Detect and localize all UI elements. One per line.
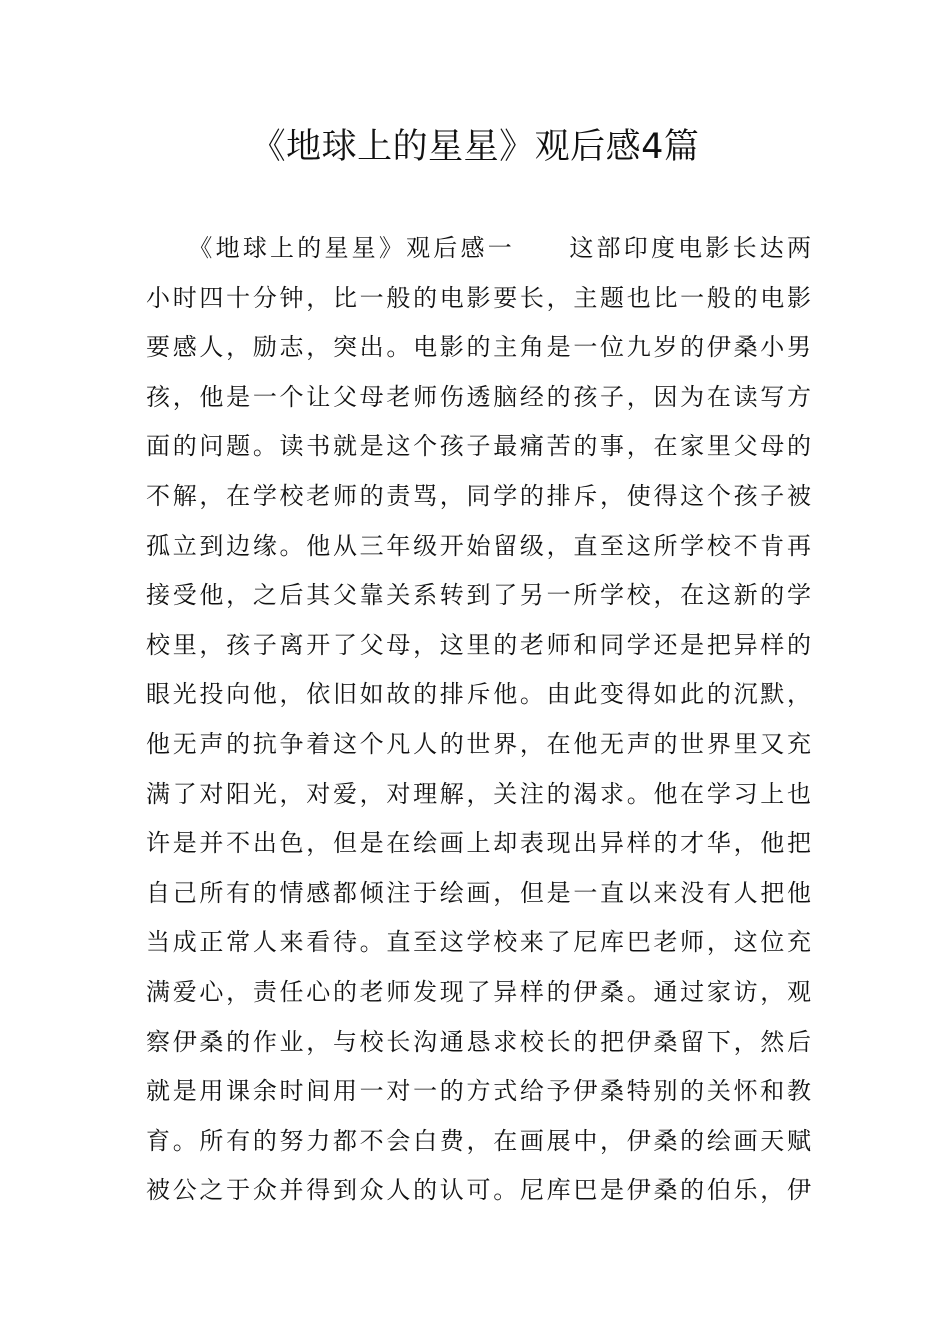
- paragraph-line: 就是用课余时间用一对一的方式给予伊桑特别的关怀和教: [146, 1077, 811, 1106]
- paragraph-line: 小时四十分钟，比一般的电影要长，主题也比一般的电影: [146, 283, 811, 312]
- paragraph-line: 《地球上的星星》观后感一 这部印度电影长达两: [146, 234, 811, 262]
- paragraph-line: 要感人，励志，突出。电影的主角是一位九岁的伊桑小男: [146, 333, 811, 362]
- paragraph-line: 许是并不出色，但是在绘画上却表现出异样的才华，他把: [146, 829, 811, 858]
- paragraph-line: 面的问题。读书就是这个孩子最痛苦的事，在家里父母的: [146, 432, 811, 461]
- paragraph-line: 被公之于众并得到众人的认可。尼库巴是伊桑的伯乐，伊: [146, 1176, 811, 1205]
- paragraph-line: 眼光投向他，依旧如故的排斥他。由此变得如此的沉默，: [146, 680, 811, 709]
- paragraph-line: 育。所有的努力都不会白费，在画展中，伊桑的绘画天赋: [146, 1126, 811, 1155]
- paragraph-line: 孩，他是一个让父母老师伤透脑经的孩子，因为在读写方: [146, 382, 811, 411]
- paragraph-line: 满爱心，责任心的老师发现了异样的伊桑。通过家访，观: [146, 977, 811, 1006]
- paragraph-line: 孤立到边缘。他从三年级开始留级，直至这所学校不肯再: [146, 531, 811, 560]
- paragraph-line: 察伊桑的作业，与校长沟通恳求校长的把伊桑留下，然后: [146, 1027, 811, 1056]
- paragraph-line: 当成正常人来看待。直至这学校来了尼库巴老师，这位充: [146, 928, 811, 957]
- paragraph-line: 接受他，之后其父靠关系转到了另一所学校，在这新的学: [146, 581, 811, 610]
- document-body: [146, 224, 811, 1216]
- document-title: 《地球上的星星》观后感4篇: [250, 127, 700, 167]
- paragraph-line: 不解，在学校老师的责骂，同学的排斥，使得这个孩子被: [146, 481, 811, 510]
- paragraph-line: 校里，孩子离开了父母，这里的老师和同学还是把异样的: [146, 630, 811, 659]
- paragraph-line: 满了对阳光，对爱，对理解，关注的渴求。他在学习上也: [146, 779, 811, 808]
- paragraph-line: 自己所有的情感都倾注于绘画，但是一直以来没有人把他: [146, 878, 811, 907]
- paragraph-line: 他无声的抗争着这个凡人的世界，在他无声的世界里又充: [146, 729, 811, 758]
